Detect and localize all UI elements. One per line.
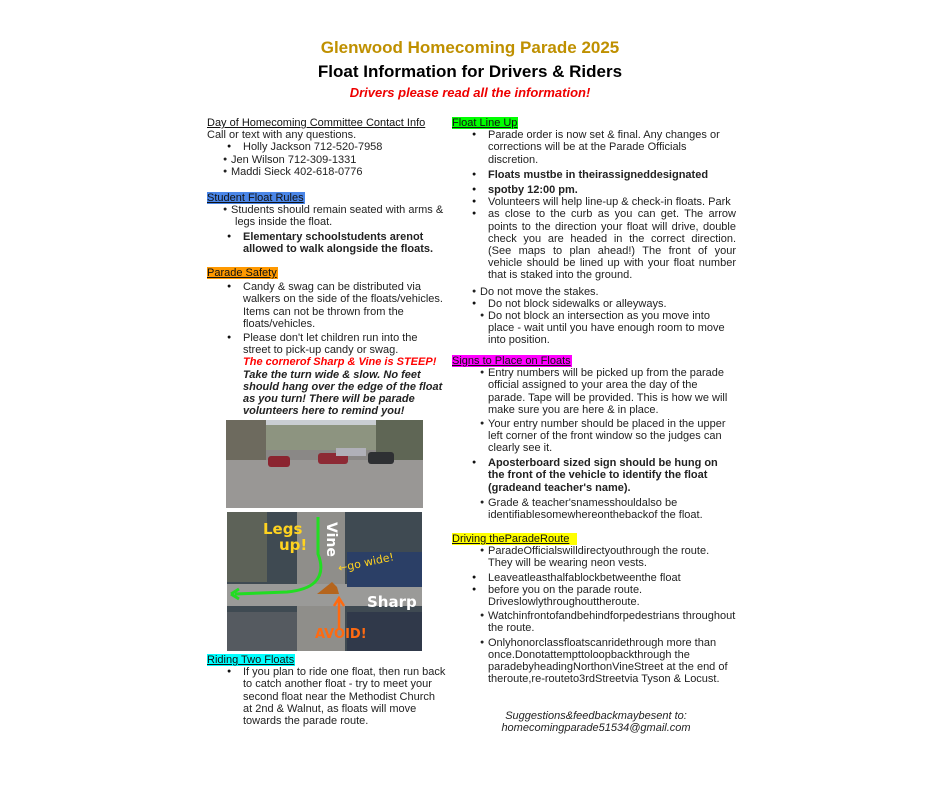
signs-item: ● Aposterboard sized sign should be hung on the front of the vehicle to identify the float (gradeand teacher's name). — [452, 457, 736, 495]
lineup-item: ● Do not block sidewalks or alleyways. — [452, 298, 736, 310]
student-rules-section — [207, 192, 447, 255]
page-subtitle: Float Information for Drivers & Riders — [317, 62, 623, 81]
map-label-sharp: Sharp — [367, 593, 417, 611]
signs-item: ● Your entry number should be placed in the upper left corner of the front window so the judges can clearly see it. — [480, 418, 726, 455]
signs-item: ● Entry numbers will be picked up from the parade official assigned to your area the day of the parade. Tape will be provided. This is how we will make sure you are here & in place. — [480, 367, 728, 416]
driving-item: ● ParadeOfficialswilldirectyouthrough the route. They will be wearing neon vests. — [480, 545, 710, 570]
contact-section — [207, 117, 447, 178]
safety-item: ● Please don't let children run into the street to pick-up candy or swag. — [207, 332, 447, 356]
contact-heading: Day of Homecoming Committee Contact Info — [207, 117, 426, 129]
driving-route-section — [452, 533, 736, 685]
lineup-item: ● spotby 12:00 pm. — [452, 184, 736, 196]
driving-item: ● before you on the parade route. Driveslowlythroughouttheroute. — [452, 584, 736, 608]
safety-item: ● Candy & swag can be distributed via walkers on the side of the floats/vehicles. Items can not be thrown from the floats/vehicles. — [207, 281, 447, 330]
student-rules-heading: Student Float Rules — [207, 192, 304, 204]
suggestions-text: Suggestions&feedbackmaybesent to: — [505, 710, 687, 722]
lineup-item: ● Do not move the stakes. — [472, 285, 599, 298]
page-title: Glenwood Homecoming Parade 2025 — [320, 38, 620, 57]
parade-safety-section — [207, 267, 447, 417]
suggestions-footer — [452, 710, 740, 734]
contact-person: ● Holly Jackson 712-520-7958 — [207, 141, 447, 153]
driving-heading: Driving theParadeRoute — [452, 533, 577, 545]
map-label-avoid: AVOID! — [315, 627, 367, 642]
rule-item: ● Students should remain seated with arms & legs inside the float. — [223, 204, 444, 229]
contact-person: ● Maddi Sieck 402-618-0776 — [223, 165, 363, 178]
map-label-legs: Legs — [263, 520, 303, 538]
riding-item: ● If you plan to ride one float, then run back to catch another float - try to meet your second float near the Methodist Church at 2nd & Walnut, as floats will move towards the parade route. — [207, 666, 447, 727]
contact-person: ● Jen Wilson 712-309-1331 — [223, 153, 357, 166]
driving-item: ● Watchinfrontofandbehindforpedestrians throughout the route. — [480, 610, 736, 635]
steep-corner-warning: The cornerof Sharp & Vine is STEEP! Take the turn wide & slow. No feet should hang over the edge of the float as you turn! There will be parade volunteers here to remind you! — [243, 356, 443, 418]
driving-item: ● Leaveatleasthalfablockbetweenthe float — [452, 572, 736, 584]
contact-intro: Call or text with any questions. — [207, 129, 357, 142]
map-label-go-wide: ←go wide! — [336, 550, 396, 575]
intersection-photo — [226, 420, 423, 508]
rule-item: ● Elementary schoolstudents arenot allowed to walk alongside the floats. — [207, 231, 447, 255]
signs-section — [452, 355, 736, 521]
drivers-notice: Drivers please read all the information! — [349, 85, 591, 100]
signs-heading: Signs to Place on Floats — [452, 355, 571, 367]
float-lineup-section — [452, 117, 736, 347]
riding-heading: Riding Two Floats — [207, 654, 295, 666]
lineup-heading: Float Line Up — [452, 117, 518, 129]
lineup-item: ● Volunteers will help line-up & check-in floats. Park — [452, 196, 736, 208]
route-map — [227, 512, 422, 651]
lineup-item: ● Floats mustbe in theirassigneddesignated — [452, 169, 736, 181]
riding-two-floats-section — [207, 654, 447, 727]
map-label-vine: Vine — [323, 522, 339, 557]
parade-safety-heading: Parade Safety — [207, 267, 277, 279]
suggestions-email[interactable]: homecomingparade51534@gmail.com — [501, 722, 691, 735]
signs-item: ● Grade & teacher'snamesshouldalso be identifiablesomewhereonthebackof the float. — [480, 497, 703, 522]
driving-item: ● Onlyhonorclassfloatscanridethrough more than once.Donotattempttoloopbackthrough the paradebyheadingNorthonVineStreet at the end of theroute,re-routeto3rdStreetvia Tyson & Locust. — [480, 636, 728, 686]
lineup-item: ● as close to the curb as you can get. The arrow points to the direction your float will drive, double check you are headed in the correct direction. (See maps to plan ahead!) The front of your vehicle should be lined up with your float number that is staked into the ground. — [452, 208, 736, 281]
lineup-item: ● Do not block an intersection as you move into place - wait until you have enough room to move into position. — [480, 310, 725, 347]
lineup-item: ● Parade order is now set & final. Any changes or corrections will be at the Parade Officials discretion. — [452, 129, 736, 166]
map-label-up: up! — [279, 536, 308, 554]
